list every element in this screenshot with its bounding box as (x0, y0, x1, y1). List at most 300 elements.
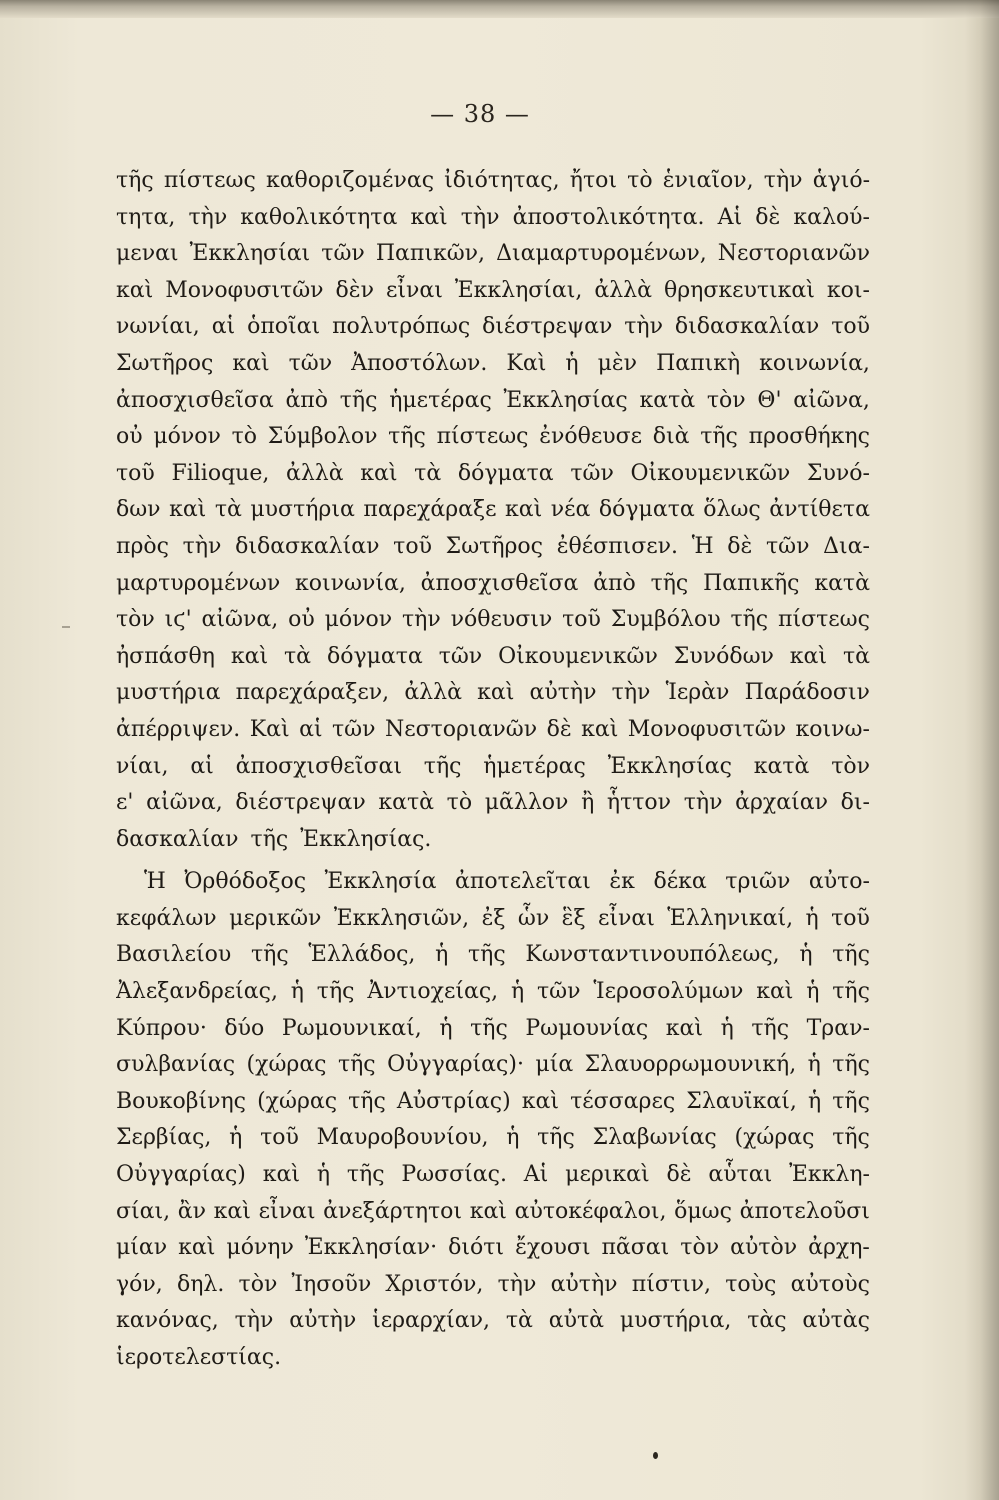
text-line (116, 864, 870, 901)
word: τῆς (700, 424, 738, 450)
word: δὲ (755, 204, 781, 230)
word: πίστεως (778, 607, 870, 633)
word: τοῦ (116, 460, 155, 486)
word: αἰῶνα, (146, 790, 223, 816)
word: Ἱερὰν (665, 680, 730, 706)
word: πίστεως (163, 168, 256, 193)
word: αὐτὸν (730, 1235, 798, 1261)
word: διότι (448, 1235, 505, 1261)
word: τῶν (332, 716, 376, 742)
word: ἀλλὰ (594, 277, 652, 303)
word: πολυτρόπως (332, 314, 471, 340)
word: Ἐκκλησία (324, 869, 437, 895)
body-text (116, 163, 870, 1377)
word: ἔχουσι (515, 1235, 591, 1261)
word: Τραν- (806, 1015, 870, 1041)
text-line (116, 1230, 870, 1267)
word: δόγματα (326, 643, 423, 669)
word: οὐ (116, 424, 143, 450)
word: τὴν (402, 607, 441, 633)
word: κοι- (826, 277, 870, 303)
word: συλβανίας (116, 1052, 236, 1078)
word: Σύμβολον (267, 424, 378, 450)
word: καὶ (232, 350, 270, 376)
word: διδασκαλίαν (235, 533, 380, 559)
word: αὐτὰς (802, 1308, 870, 1334)
word: Ρωσσίας. (401, 1162, 507, 1188)
word: τοῦ (562, 607, 601, 633)
word: Ἐκκλησίαι (189, 241, 311, 267)
word: ἀρχη- (808, 1235, 870, 1261)
word: τῆς (730, 607, 769, 633)
word: Σλαβωνίας (592, 1125, 717, 1151)
word: εἶναι (597, 905, 655, 931)
word: τριῶν (725, 869, 791, 895)
word: κεφάλων (116, 905, 217, 931)
word: ἤτοι (569, 168, 617, 193)
word: Ἑλλάδος, (308, 942, 416, 968)
word: Ἀλεξανδρείας, (116, 979, 278, 1005)
word: Νεστοριανῶν (717, 241, 870, 267)
word: Αἱ (717, 204, 743, 230)
page-top-shadow (0, 0, 999, 18)
word: τοῦ (393, 533, 432, 559)
word: Ἡ (144, 869, 166, 895)
word: Μονοφυσιτῶν (165, 277, 324, 303)
word: Ἐκκλησίας (607, 753, 732, 779)
word: καὶ (521, 1088, 559, 1114)
word: ἀποσχισθεῖσαι (235, 753, 402, 779)
word: τῶν (438, 643, 483, 669)
word: δὲ (727, 533, 753, 559)
word: τῶν (321, 241, 365, 267)
text-line (116, 1194, 870, 1231)
word: Ἐκκλησίας. (300, 826, 432, 852)
word: τὴν (763, 168, 803, 193)
word: ε' (116, 790, 134, 816)
text-line (116, 712, 870, 749)
word: τῆς (832, 1088, 870, 1114)
word: Συμβόλου (610, 607, 721, 633)
word: ἐκ (609, 869, 635, 895)
word: ἱεραρχίαν, (372, 1308, 490, 1334)
word: τὰ (214, 497, 242, 523)
word: τέσσαρες (570, 1088, 676, 1114)
word: εἶναι (385, 277, 443, 303)
word: μὲν (597, 350, 638, 376)
word: μόνον (153, 424, 221, 450)
word: διέστρεψαν (235, 790, 366, 816)
word: παρεχάραξεν, (235, 680, 390, 706)
word: ἀνεξάρτητοι (323, 1198, 463, 1224)
word: κανόνας, (116, 1308, 219, 1334)
word: ιϛ' (164, 607, 192, 633)
word: Κωνσταντινουπόλεως, (525, 942, 780, 968)
word: τῆς (832, 1125, 870, 1151)
word: τῶν (288, 350, 333, 376)
word: Παπικὴ (656, 350, 741, 376)
word: τῶν (537, 979, 581, 1005)
word: ἡ (290, 979, 304, 1005)
word: ἡ (806, 979, 820, 1005)
text-line (116, 492, 870, 529)
word: μαρτυρομένων (116, 570, 281, 596)
text-line (116, 974, 870, 1011)
word: αὗται (708, 1162, 773, 1188)
word: ἑνιαῖον, (662, 168, 754, 193)
word: τὸν (831, 753, 870, 779)
word: Ἐκκλησίας (503, 387, 628, 413)
word: τῆς (470, 1015, 508, 1041)
word: Ρωμουνικαί, (281, 1015, 422, 1041)
word: αὐτο- (808, 869, 870, 895)
word: νίαι, (116, 753, 169, 779)
word: ἀποτελοῦσι (739, 1198, 870, 1224)
word: κατὰ (814, 570, 870, 596)
word: Αἱ (523, 1162, 549, 1188)
word: τὸ (231, 424, 257, 450)
word: ἀποσχισθεῖσα (116, 387, 274, 413)
word: διὰ (652, 424, 690, 450)
word: καθολικότητα (240, 204, 398, 230)
word: Αὐστρίας) (396, 1088, 511, 1114)
word: μυστήρια (116, 680, 221, 706)
word: ἡ (229, 1125, 243, 1151)
word: μόνον (324, 607, 393, 633)
word: ἡ (807, 1052, 821, 1078)
word: ὁποῖαι (247, 314, 321, 340)
word: ἡ (720, 1015, 734, 1041)
word: ἡ (316, 1162, 330, 1188)
text-line (116, 1120, 870, 1157)
word: τῆς (468, 942, 506, 968)
word: Ἀντιοχείας, (367, 979, 499, 1005)
word: δασκαλίαν (116, 826, 239, 852)
text-line (116, 346, 870, 383)
word: καὶ (213, 1198, 251, 1224)
word: Σωτῆρος (116, 350, 214, 376)
word: Ἡ (691, 533, 714, 559)
word: Σλαυορρωμουνική, (584, 1052, 797, 1078)
page-number: — 38 — (430, 100, 530, 128)
word: πίστεως (436, 424, 529, 450)
word: τῆς (337, 1052, 376, 1078)
text-line (116, 675, 870, 712)
word: δὲν (335, 277, 374, 303)
word: δὲ (546, 716, 572, 742)
word: μερικαὶ (565, 1162, 650, 1188)
text-line (116, 236, 870, 273)
word: τοῦ (260, 1125, 299, 1151)
word: μυστήρια, (619, 1308, 732, 1334)
word: καὶ (178, 1235, 216, 1261)
word: Σωτῆρος (445, 533, 544, 559)
word: καὶ (410, 204, 448, 230)
text-line (116, 1157, 870, 1194)
word: τὰ (414, 460, 442, 486)
word: Ὀρθόδοξος (184, 869, 307, 895)
word: Συνόδων (673, 643, 774, 669)
word: τὴν (182, 533, 222, 559)
word: αὐτὰ (548, 1308, 605, 1334)
word: ὅλως (703, 497, 761, 523)
word: τῆς (650, 570, 689, 596)
word: ἐθέσπισεν. (556, 533, 679, 559)
word: Ἑλληνικαί, (667, 905, 794, 931)
word: αὐτὴν (289, 1308, 357, 1334)
word: τητα, (116, 204, 176, 230)
word: τὴν (683, 790, 723, 816)
word: κοινωνία, (295, 570, 406, 596)
word: ἓξ (561, 905, 586, 931)
word: Οὐγγαρίας) (116, 1162, 246, 1188)
text-line (116, 1340, 870, 1377)
word: Οἰκουμενικῶν (630, 460, 791, 486)
word: μίαν (116, 1235, 168, 1261)
page-right-shadow (965, 0, 999, 1500)
text-line (116, 566, 870, 603)
word: (χώρας (257, 1088, 338, 1114)
word: καὶ (469, 1198, 507, 1224)
word: δων (116, 497, 161, 523)
word: Βασιλείου (116, 942, 232, 968)
word: τῆς (250, 942, 289, 968)
word: τὴν (234, 1308, 274, 1334)
word: μᾶλλον (484, 790, 569, 816)
word: τῆς (388, 424, 426, 450)
word: διέστρεψαν (482, 314, 613, 340)
word: Κύπρου· (116, 1015, 207, 1041)
word: τῶν (766, 533, 810, 559)
text-line (116, 529, 870, 566)
word: τῆς (751, 1015, 790, 1041)
word: ἀποστολικότητα. (512, 204, 705, 230)
text-line (116, 163, 870, 200)
word: (χώρας (734, 1125, 815, 1151)
word: ἀπὸ (593, 570, 636, 596)
word: ἡ (565, 350, 579, 376)
word: ἀπέρριψεν. (116, 716, 241, 742)
word: πίστιν, (631, 1271, 712, 1297)
word: τῆς (116, 168, 154, 193)
word: δι- (840, 790, 870, 816)
text-line (116, 309, 870, 346)
word: Filioque, (171, 460, 270, 486)
word: κατὰ (639, 387, 696, 413)
text-line (116, 1303, 870, 1340)
word: τῆς (348, 1088, 386, 1114)
word: Συνό- (806, 460, 870, 486)
word: καλού- (793, 204, 870, 230)
word: καθοριζομένας (265, 168, 435, 193)
word: Παπικῶν, (375, 241, 486, 267)
word: θρησκευτικαὶ (663, 277, 815, 303)
word: Ἐκκλησιῶν, (333, 905, 470, 931)
text-line (116, 901, 870, 938)
word: καὶ (230, 643, 269, 669)
word: ὅμως (674, 1198, 732, 1224)
word: τὸν (116, 607, 155, 633)
word: καὶ (477, 680, 515, 706)
word: καὶ (116, 277, 154, 303)
word: Σερβίας, (116, 1125, 212, 1151)
word: τῆς (832, 942, 870, 968)
word: νόθευσιν (450, 607, 553, 633)
word: ἁγιό- (812, 168, 870, 193)
word: δὲ (666, 1162, 692, 1188)
word: καὶ (789, 643, 828, 669)
word: τὰς (747, 1308, 787, 1334)
word: τὸν (238, 1271, 278, 1297)
text-line (116, 822, 870, 859)
word: ἡμετέρας (483, 753, 586, 779)
word: ἀντίθετα (769, 497, 870, 523)
text-line (116, 639, 870, 676)
word: αἱ (190, 753, 214, 779)
word: ἡ (807, 1088, 822, 1114)
word: αἰῶνα, (793, 387, 870, 413)
word: οὐ (288, 607, 315, 633)
word: ἀρχαίαν (735, 790, 828, 816)
word: τῆς (250, 826, 289, 852)
word: τοῦ (831, 314, 870, 340)
word: δέκα (653, 869, 707, 895)
word: ἡ (506, 1125, 520, 1151)
word: πρὸς (116, 533, 169, 559)
word: μία (535, 1052, 574, 1078)
word: αἰῶνα, (201, 607, 279, 633)
text-line (116, 456, 870, 493)
word: Οὐγγαρίας)· (387, 1052, 524, 1078)
word: τὸ (446, 790, 473, 816)
word: τῆς (832, 1052, 870, 1078)
word: αὐτὴν (529, 680, 597, 706)
word: νέα (550, 497, 591, 523)
word: μυστήρια (250, 497, 355, 523)
word: Καὶ (506, 350, 547, 376)
word: Ἐκκλησίαι, (454, 277, 583, 303)
word: δόγματα (457, 460, 554, 486)
word: καὶ (169, 497, 207, 523)
text-line (116, 1267, 870, 1304)
word: τοὺς (725, 1271, 777, 1297)
text-line (116, 419, 870, 456)
word: κοινωνία, (759, 350, 870, 376)
word: ἡ (439, 1015, 453, 1041)
word: κατὰ (753, 753, 810, 779)
word: Διαμαρτυρομένων, (496, 241, 707, 267)
word: Βουκοβίνης (116, 1088, 247, 1114)
word: δύο (224, 1015, 265, 1041)
word: γόν, (116, 1271, 163, 1297)
text-line (116, 785, 870, 822)
word: ἀποσχισθεῖσα (420, 570, 579, 596)
word: παρεχάραξε (363, 497, 497, 523)
word: καὶ (665, 1015, 704, 1041)
word: ἡ (799, 942, 813, 968)
word: σίαι, (116, 1198, 171, 1224)
word: ὧν (517, 905, 550, 931)
word: Χριστόν, (385, 1271, 484, 1297)
word: τὴν (611, 680, 651, 706)
word: Καὶ (249, 716, 290, 742)
word: τῆς (832, 979, 870, 1005)
text-line (116, 937, 870, 974)
word: τῆς (537, 1125, 575, 1151)
word: Ἱεροσολύμων (593, 979, 744, 1005)
word: τὴν (460, 204, 500, 230)
text-line (116, 200, 870, 237)
word: καὶ (581, 716, 619, 742)
word: ἂν (177, 1198, 207, 1224)
text-line (116, 383, 870, 420)
paper-mark (62, 626, 70, 628)
word: ἰδιότητας, (444, 168, 560, 193)
word: αἱ (211, 314, 236, 340)
word: Ἐκκλη- (789, 1162, 870, 1188)
word: καὶ (756, 979, 794, 1005)
word: ἡμετέρας (389, 387, 492, 413)
word: τὴν (188, 204, 228, 230)
ink-speck (653, 1452, 658, 1459)
word: εἶναι (258, 1198, 316, 1224)
text-line (116, 273, 870, 310)
word: ἀπὸ (285, 387, 329, 413)
word: Μαυροβουνίου, (316, 1125, 489, 1151)
word: τὸ (627, 168, 653, 193)
word: τὸν (706, 387, 746, 413)
word: τὰ (842, 643, 870, 669)
text-line (116, 1011, 870, 1048)
word: ἱεροτελεστίας. (116, 1345, 282, 1370)
word: διδασκαλίαν (674, 314, 820, 340)
word: κοινω- (795, 716, 870, 742)
word: Οἰκουμενικῶν (498, 643, 658, 669)
word: ἐνόθευσε (539, 424, 643, 450)
word: τὰ (505, 1308, 533, 1334)
word: αὐτοὺς (790, 1271, 870, 1297)
text-line (116, 1047, 870, 1084)
word: τὴν (624, 314, 663, 340)
word: Παράδοσιν (744, 680, 870, 706)
word: καὶ (262, 1162, 300, 1188)
word: τοῦ (831, 905, 870, 931)
word: καὶ (505, 497, 543, 523)
word: μεναι (116, 241, 179, 267)
word: Ἀποστόλων. (351, 350, 488, 376)
word: Ἐκκλησίαν· (304, 1235, 438, 1261)
word: ἐξ (481, 905, 506, 931)
word: τῆς (423, 753, 462, 779)
word: ἀποτελεῖται (455, 869, 591, 895)
word: τὴν (497, 1271, 537, 1297)
word: κατὰ (378, 790, 434, 816)
word: Ρωμουνίας (525, 1015, 649, 1041)
word: τὰ (284, 643, 312, 669)
word: προσθήκης (748, 424, 870, 450)
word: Δια- (823, 533, 870, 559)
word: Παπικῆς (703, 570, 800, 596)
word: ἡ (805, 905, 819, 931)
word: ἢ (581, 790, 595, 816)
word: Θ' (757, 387, 782, 413)
word: Νεστοριανῶν (384, 716, 538, 742)
word: (χώρας (246, 1052, 327, 1078)
word: Σλαυϊκαί, (686, 1088, 797, 1114)
word: δόγματα (598, 497, 695, 523)
word: Μονοφυσιτῶν (627, 716, 787, 742)
word: τῶν (570, 460, 614, 486)
